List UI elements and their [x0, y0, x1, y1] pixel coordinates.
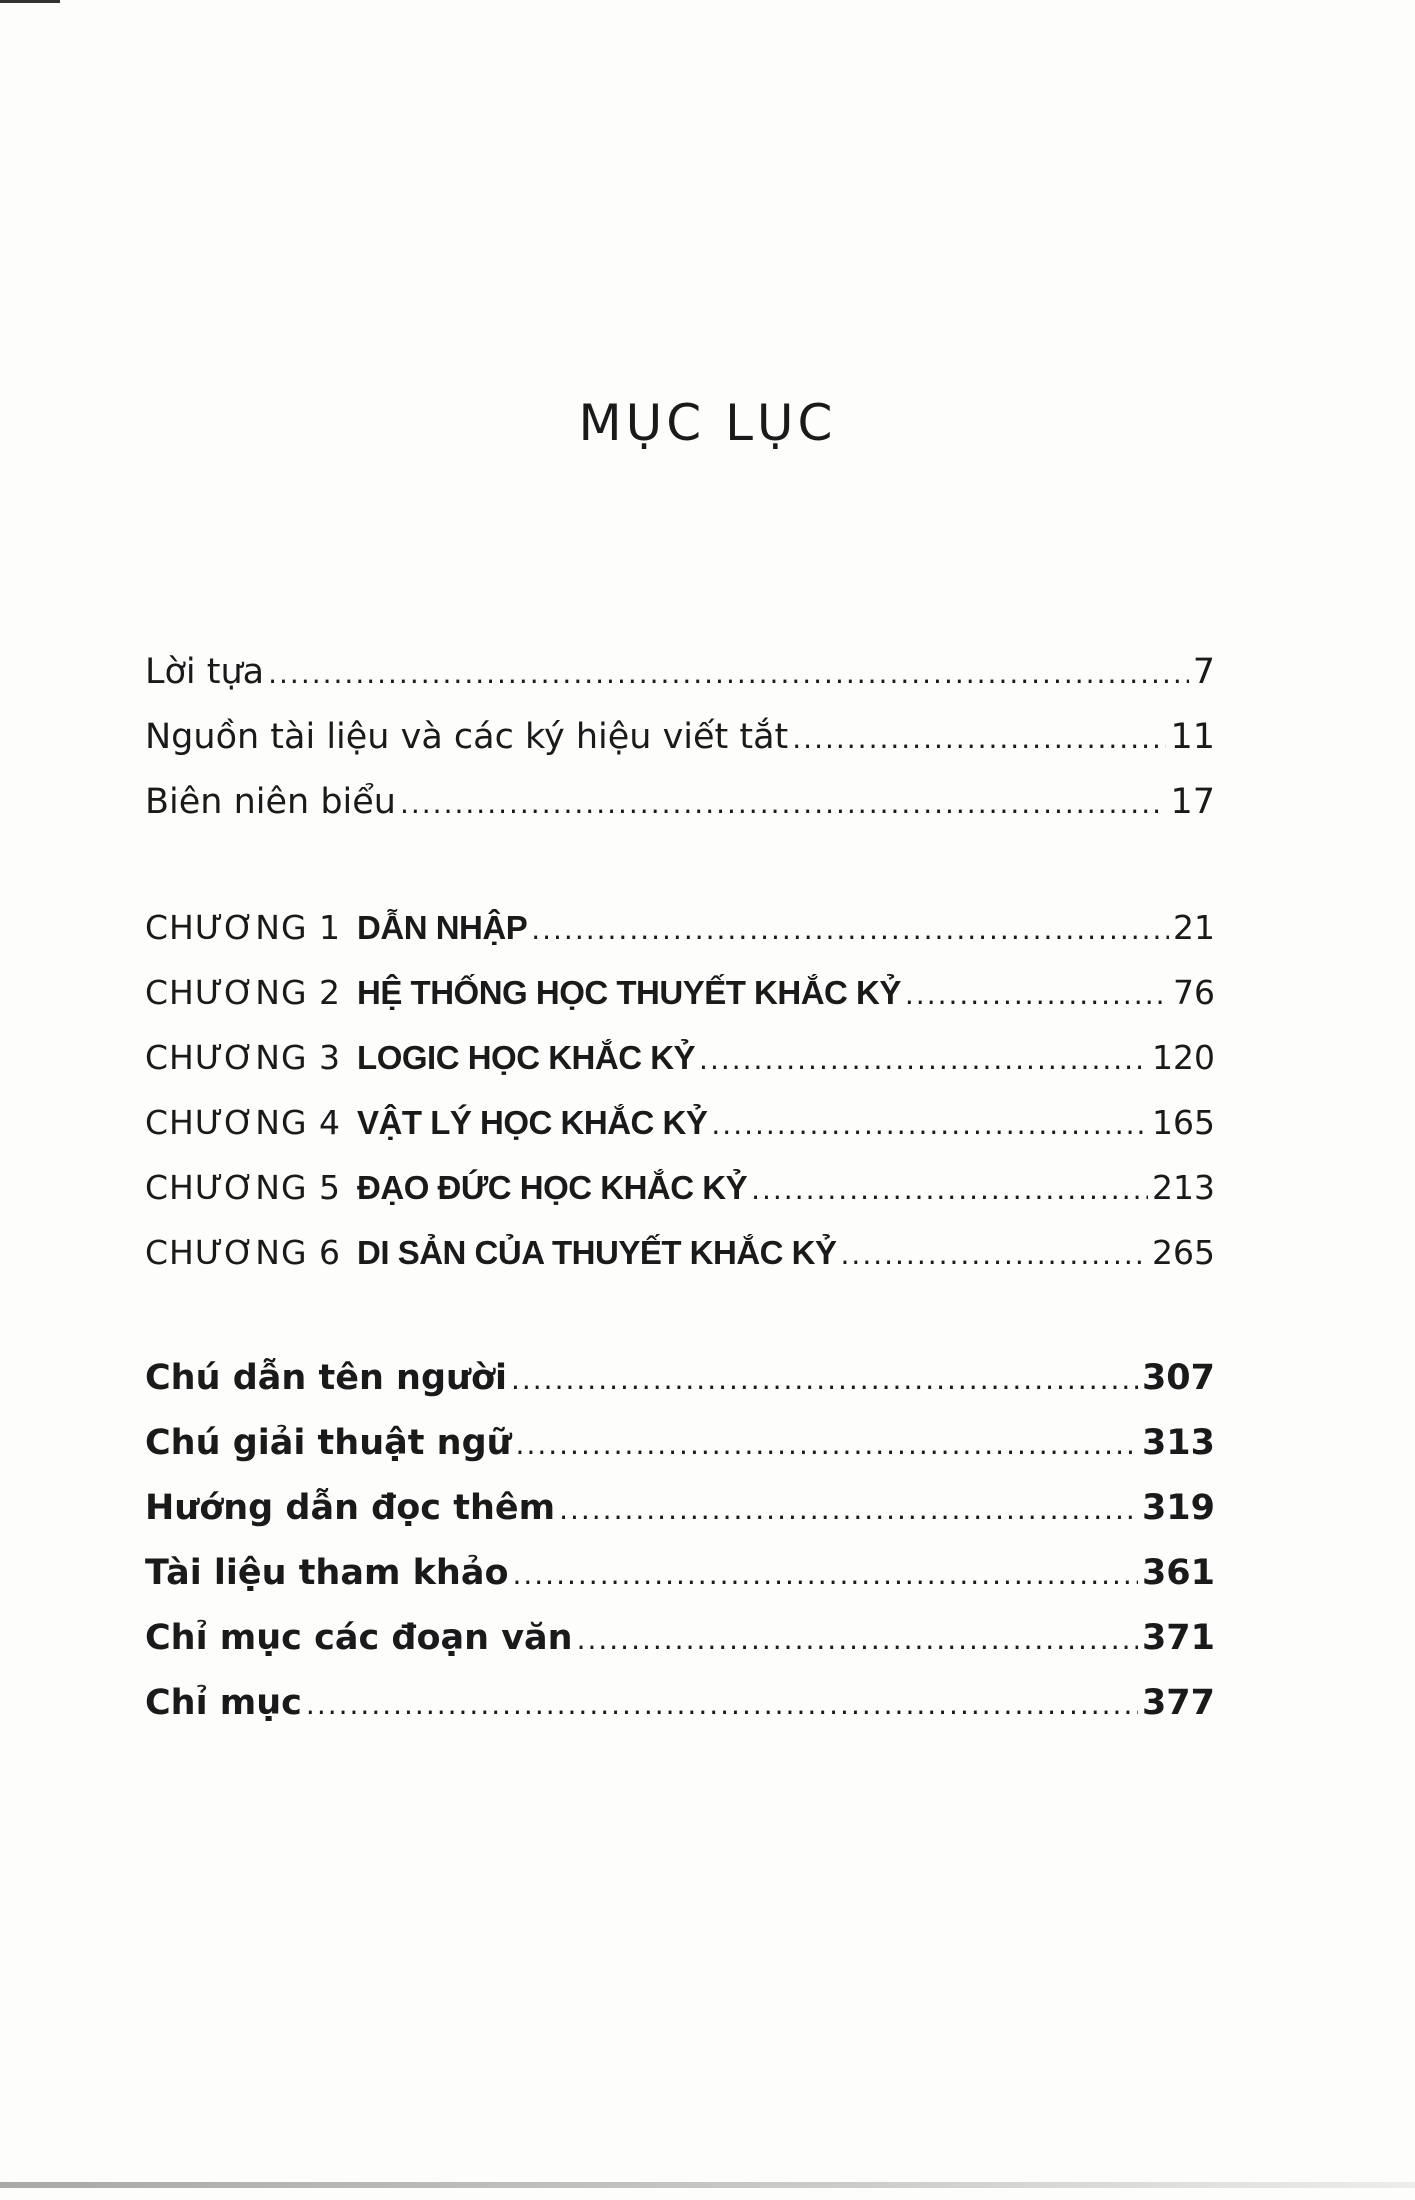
- toc-entry: [145, 717, 1215, 782]
- toc-entry-label: Biên niên biểu: [145, 782, 396, 822]
- dot-leader: [511, 1363, 1138, 1396]
- chapter-number: CHƯƠNG 1: [145, 908, 342, 947]
- toc-entry-page: 11: [1170, 717, 1215, 757]
- toc-entry: [145, 652, 1215, 717]
- toc-entry-page: 361: [1141, 1553, 1215, 1593]
- toc-entry-page: 371: [1141, 1618, 1215, 1658]
- toc-entry: [145, 1618, 1215, 1683]
- toc-entry-label: Chỉ mục: [145, 1683, 302, 1723]
- toc-entry-label: Tài liệu tham khảo: [145, 1553, 509, 1593]
- toc-entry-page: 213: [1152, 1168, 1215, 1207]
- toc-entry: [145, 1683, 1215, 1748]
- toc-entry-page: 265: [1152, 1233, 1215, 1272]
- page-edge-shadow-top: [0, 0, 60, 3]
- chapter-number: CHƯƠNG 2: [145, 973, 342, 1012]
- dot-leader: [516, 1428, 1138, 1461]
- toc-entry-page: 307: [1141, 1358, 1215, 1398]
- toc-entry-label: Nguồn tài liệu và các ký hiệu viết tắt: [145, 717, 789, 757]
- dot-leader: [559, 1493, 1138, 1526]
- dot-leader: [792, 722, 1166, 755]
- dot-leader: [400, 787, 1166, 820]
- chapter-number: CHƯƠNG 6: [145, 1233, 342, 1272]
- toc-entry-page: 120: [1152, 1038, 1215, 1077]
- toc-entry-page: 17: [1170, 782, 1215, 822]
- dot-leader: [268, 657, 1189, 690]
- chapter-number: CHƯƠNG 5: [145, 1168, 342, 1207]
- toc-entry-page: 313: [1141, 1423, 1215, 1463]
- toc-entry: [145, 782, 1215, 847]
- toc-entry-label: Hướng dẫn đọc thêm: [145, 1488, 556, 1528]
- toc-entry-page: 21: [1173, 908, 1215, 947]
- chapter-title: LOGIC HỌC KHẮC KỶ: [357, 1039, 696, 1076]
- chapter-number: CHƯƠNG 3: [145, 1038, 342, 1077]
- toc-entry-label: Chú giải thuật ngữ: [145, 1423, 512, 1463]
- toc-entry-label: Chú dẫn tên người: [145, 1358, 507, 1398]
- dot-leader: [577, 1623, 1138, 1656]
- toc-entry-label: Lời tựa: [145, 652, 265, 692]
- dot-leader: [905, 978, 1169, 1011]
- toc-back-matter: [145, 1358, 1215, 1748]
- toc-chapter-entry: [145, 1038, 1215, 1103]
- chapter-title: ĐẠO ĐỨC HỌC KHẮC KỶ: [357, 1169, 748, 1206]
- page-edge-shadow-bottom: [0, 2182, 1415, 2188]
- toc-front-matter: [145, 652, 1215, 847]
- toc-chapter-entry: [145, 1233, 1215, 1298]
- toc-entry: [145, 1358, 1215, 1423]
- dot-leader: [711, 1108, 1148, 1141]
- toc-entry: [145, 1553, 1215, 1618]
- chapter-title: DẪN NHẬP: [357, 909, 528, 946]
- chapter-number: CHƯƠNG 4: [145, 1103, 342, 1142]
- toc-entry: [145, 1488, 1215, 1553]
- dot-leader: [841, 1238, 1148, 1271]
- toc-chapter-entry: [145, 973, 1215, 1038]
- chapter-title: VẬT LÝ HỌC KHẮC KỶ: [357, 1104, 708, 1141]
- toc-chapter-entry: [145, 908, 1215, 973]
- dot-leader: [751, 1173, 1148, 1206]
- dot-leader: [306, 1688, 1138, 1721]
- dot-leader: [512, 1558, 1137, 1591]
- dot-leader: [699, 1043, 1148, 1076]
- toc-chapter-entry: [145, 1168, 1215, 1233]
- toc-entry-page: 76: [1173, 973, 1215, 1012]
- toc-chapters: [145, 908, 1215, 1298]
- toc-entry: [145, 1423, 1215, 1488]
- toc-entry-label: Chỉ mục các đoạn văn: [145, 1618, 573, 1658]
- toc-entry-page: 319: [1141, 1488, 1215, 1528]
- toc-entry-page: 377: [1141, 1683, 1215, 1723]
- page-title: MỤC LỤC: [578, 393, 837, 452]
- dot-leader: [531, 913, 1169, 946]
- toc-chapter-entry: [145, 1103, 1215, 1168]
- chapter-title: HỆ THỐNG HỌC THUYẾT KHẮC KỶ: [357, 974, 901, 1011]
- toc-entry-page: 7: [1192, 652, 1215, 692]
- toc-entry-page: 165: [1152, 1103, 1215, 1142]
- chapter-title: DI SẢN CỦA THUYẾT KHẮC KỶ: [357, 1234, 837, 1271]
